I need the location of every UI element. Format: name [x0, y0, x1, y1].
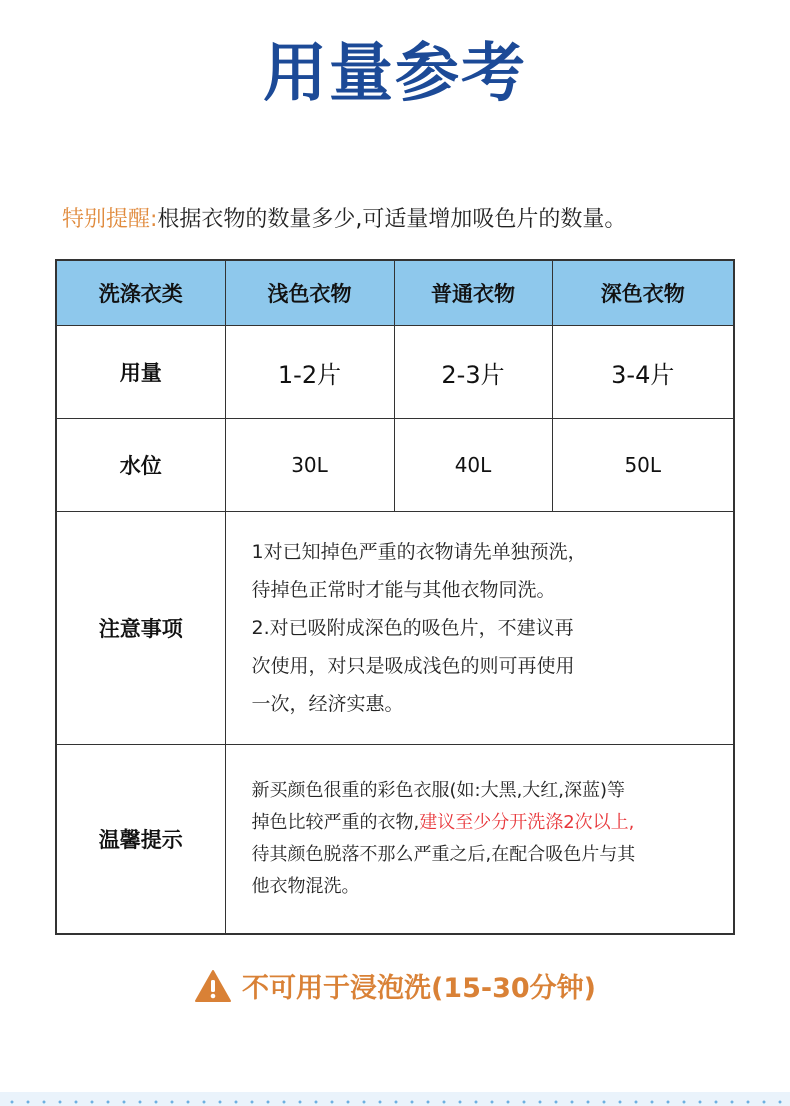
tip-content	[225, 745, 734, 935]
tip-line-4: 他衣物混洗。	[251, 876, 360, 897]
water-label: 水位	[56, 419, 225, 512]
notes-line-2: 待掉色正常时才能与其他衣物同洗。	[251, 579, 556, 601]
reminder-text: 根据衣物的数量多少,可适量增加吸色片的数量。	[157, 207, 627, 232]
table-header-row	[56, 260, 734, 326]
notes-content	[225, 512, 734, 745]
tip-line-2-text: 掉色比较严重的衣物,	[251, 812, 420, 833]
tip-line-2-highlight: 建议至少分开洗涤2次以上,	[419, 812, 635, 833]
warning-text: 不可用于浸泡洗(15-30分钟)	[241, 973, 597, 1004]
notes-line-1: 1对已知掉色严重的衣物请先单独预洗，	[251, 541, 587, 563]
tip-label: 温馨提示	[56, 745, 225, 935]
header-light-clothes: 浅色衣物	[225, 260, 394, 326]
special-reminder	[62, 202, 762, 233]
page-title: 用量参考	[263, 37, 527, 111]
notes-line-5: 一次，经济实惠。	[251, 693, 404, 715]
table-row-water-level	[56, 419, 734, 512]
tip-line-2	[252, 807, 734, 839]
reminder-label: 特别提醒:	[62, 207, 158, 232]
water-light: 30L	[225, 419, 394, 512]
warning-triangle-icon	[194, 969, 232, 1003]
notes-line-3: 2.对已吸附成深色的吸色片，不建议再	[251, 617, 574, 639]
tip-line-1: 新买颜色很重的彩色衣服(如:大黑,大红,深蓝)等	[251, 780, 626, 801]
header-laundry-type: 洗涤衣类	[56, 260, 225, 326]
header-dark-clothes: 深色衣物	[552, 260, 734, 326]
soak-warning	[0, 966, 790, 1005]
tip-line-3: 待其颜色脱落不那么严重之后,在配合吸色片与其	[251, 844, 636, 865]
water-dark: 50L	[552, 419, 734, 512]
dosage-table	[55, 259, 735, 935]
table-row-dosage	[56, 326, 734, 419]
table-row-notes	[56, 512, 734, 745]
decorative-dotted-border	[0, 1092, 790, 1106]
dosage-normal: 2-3片	[394, 326, 552, 419]
water-normal: 40L	[394, 419, 552, 512]
table-row-tips	[56, 745, 734, 935]
header-normal-clothes: 普通衣物	[394, 260, 552, 326]
dosage-label: 用量	[56, 326, 225, 419]
notes-line-4: 次使用，对只是吸成浅色的则可再使用	[251, 655, 575, 677]
dosage-light: 1-2片	[225, 326, 394, 419]
dosage-dark: 3-4片	[552, 326, 734, 419]
notes-label: 注意事项	[56, 512, 225, 745]
